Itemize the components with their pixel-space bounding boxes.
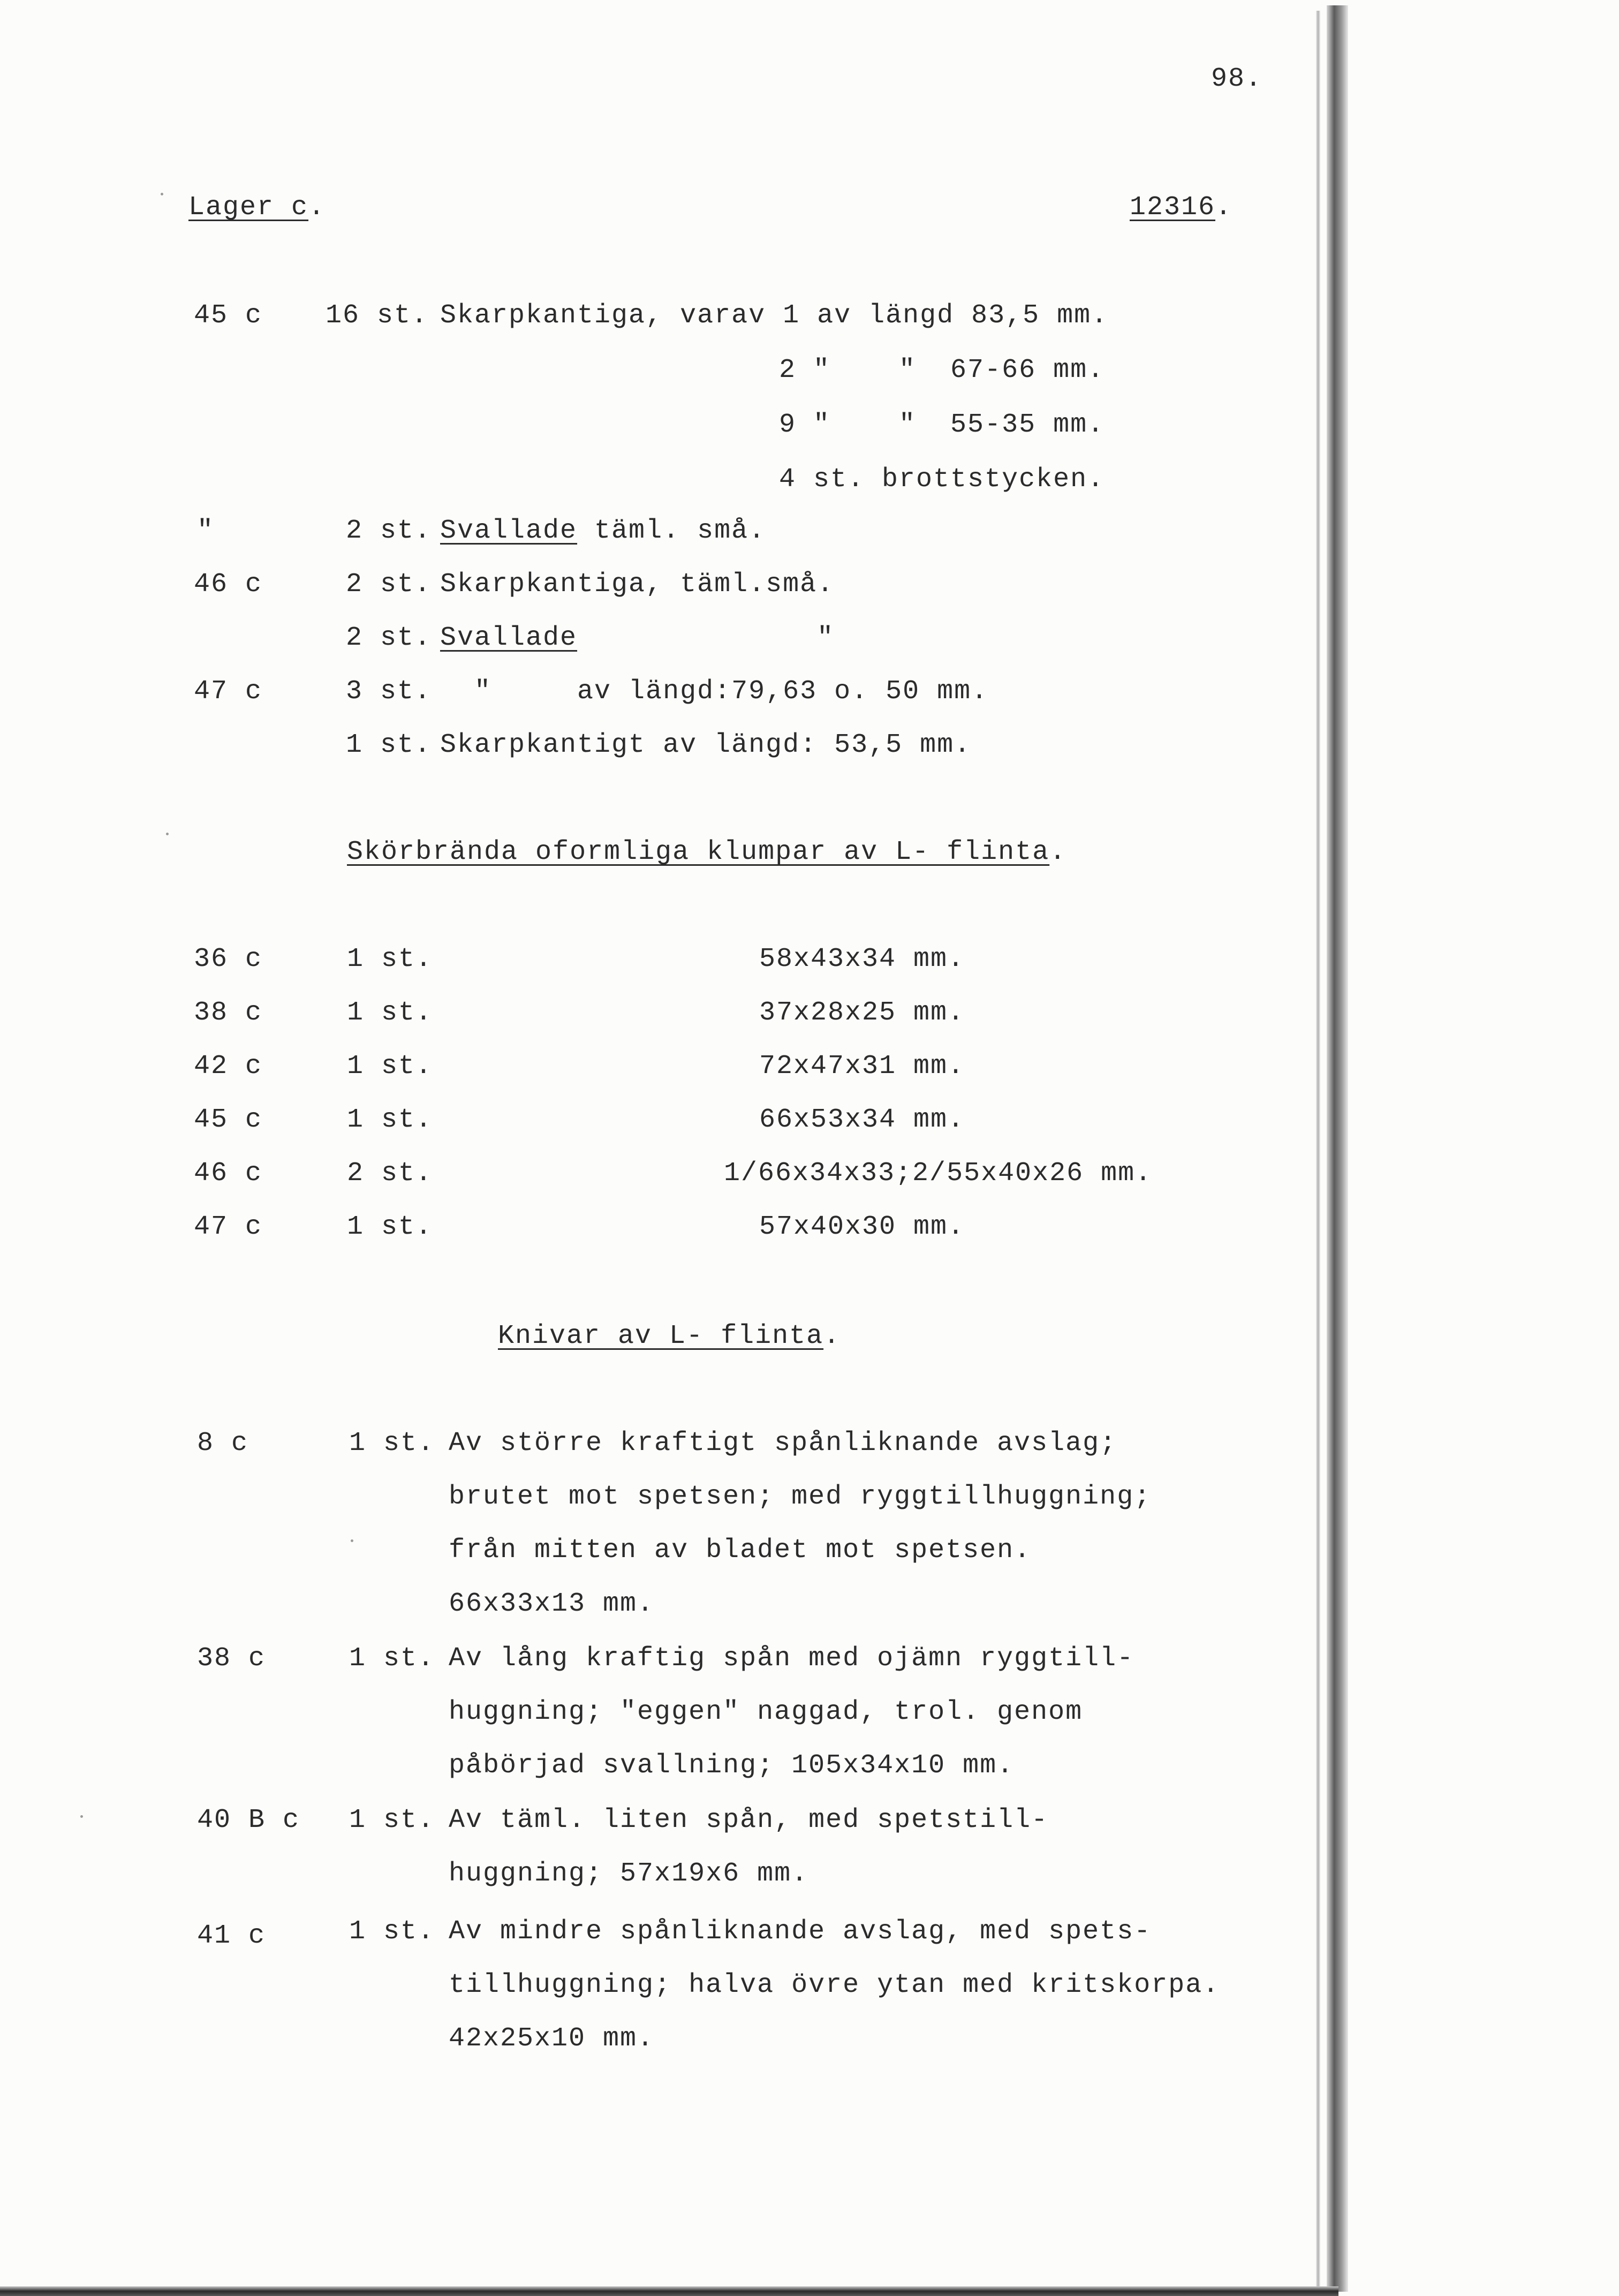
storage-heading-text: Lager c xyxy=(188,192,309,223)
entry-line: brutet mot spetsen; med ryggtillhuggning; xyxy=(449,1482,1152,1512)
row-text-underlined: Svallade xyxy=(440,623,578,653)
row-dims: 58x43x34 mm. xyxy=(759,944,965,975)
entry-code: 41 c xyxy=(197,1921,266,1951)
row-qty: 16 st. xyxy=(326,300,429,331)
row-code: " xyxy=(197,516,215,546)
row-code: 38 c xyxy=(194,998,263,1028)
row-code: 36 c xyxy=(194,944,263,975)
section-title-dot: . xyxy=(1049,837,1067,867)
row-code: 46 c xyxy=(194,569,263,600)
paper-speck xyxy=(161,193,163,195)
row-dims: 37x28x25 mm. xyxy=(759,998,965,1028)
catalog-number-text: 12316 xyxy=(1130,192,1216,223)
row-code: 45 c xyxy=(194,1105,263,1135)
storage-heading-dot: . xyxy=(308,192,326,223)
paper-speck xyxy=(166,833,169,835)
row-text: " av längd:79,63 o. 50 mm. xyxy=(440,676,989,707)
row-text-rest: " xyxy=(577,623,835,653)
entry-line: 42x25x10 mm. xyxy=(449,2023,655,2054)
entry-line: Av mindre spånliknande avslag, med spets- xyxy=(449,1916,1152,1947)
entry-line: 66x33x13 mm. xyxy=(449,1589,655,1619)
row-qty: 1 st. xyxy=(347,944,433,975)
entry-line: huggning; 57x19x6 mm. xyxy=(449,1859,809,1889)
section-title-text: Skörbrända oformliga klumpar av L- flinta xyxy=(347,837,1050,867)
row-qty: 2 st. xyxy=(347,1158,433,1189)
entry-code: 38 c xyxy=(197,1643,266,1674)
catalog-number-dot: . xyxy=(1215,192,1233,223)
entry-line: påbörjad svallning; 105x34x10 mm. xyxy=(449,1750,1015,1781)
entry-code: 40 B c xyxy=(197,1805,300,1836)
row-code: 46 c xyxy=(194,1158,263,1189)
section-title-text: Knivar av L- flinta xyxy=(498,1321,824,1351)
row-code: 47 c xyxy=(194,1212,263,1242)
storage-heading xyxy=(188,192,326,224)
section-title xyxy=(498,1320,841,1353)
row-qty: 1 st. xyxy=(347,1212,433,1242)
row-text: Skarpkantiga, varav 1 av längd 83,5 mm. xyxy=(440,300,1109,331)
entry-qty: 1 st. xyxy=(349,1916,435,1947)
row-text-rest: täml. små. xyxy=(577,516,766,546)
row-text xyxy=(440,515,766,547)
row-dims: 57x40x30 mm. xyxy=(759,1212,965,1242)
catalog-number xyxy=(1130,192,1232,224)
entry-qty: 1 st. xyxy=(349,1805,435,1836)
paper-speck xyxy=(80,1815,83,1818)
row-dims: 66x53x34 mm. xyxy=(759,1105,965,1135)
row-text: Skarpkantiga, täml.små. xyxy=(440,569,835,600)
entry-line: Av lång kraftig spån med ojämn ryggtill- xyxy=(449,1643,1134,1674)
entry-line: från mitten av bladet mot spetsen. xyxy=(449,1535,1032,1566)
page-edge-shadow xyxy=(1316,11,1320,2286)
section-title xyxy=(347,836,1066,868)
bottom-edge xyxy=(0,2286,1338,2296)
row-qty: 2 st. xyxy=(346,623,432,653)
binding-edge xyxy=(1327,5,1348,2292)
entry-line: Av större kraftigt spånliknande avslag; xyxy=(449,1428,1117,1459)
row-qty: 2 st. xyxy=(346,516,432,546)
row-text-underlined: Svallade xyxy=(440,516,578,546)
row-qty: 1 st. xyxy=(347,1105,433,1135)
entry-line: huggning; "eggen" naggad, trol. genom xyxy=(449,1697,1083,1727)
row-text: 4 st. brottstycken. xyxy=(779,464,1105,495)
row-qty: 1 st. xyxy=(347,998,433,1028)
row-text: 9 " " 55-35 mm. xyxy=(779,410,1105,440)
row-text xyxy=(440,622,834,654)
row-qty: 2 st. xyxy=(346,569,432,600)
row-qty: 3 st. xyxy=(346,676,432,707)
row-code: 47 c xyxy=(194,676,263,707)
entry-qty: 1 st. xyxy=(349,1643,435,1674)
page-number: 98. xyxy=(1211,64,1263,94)
entry-line: Av täml. liten spån, med spetstill- xyxy=(449,1805,1049,1836)
row-text: 2 " " 67-66 mm. xyxy=(779,355,1105,386)
entry-code: 8 c xyxy=(197,1428,249,1459)
row-code: 42 c xyxy=(194,1051,263,1082)
entry-line: tillhuggning; halva övre ytan med kritskorpa. xyxy=(449,1970,1220,2000)
row-dims: 1/66x34x33;2/55x40x26 mm. xyxy=(724,1158,1153,1189)
row-qty: 1 st. xyxy=(347,1051,433,1082)
row-text: Skarpkantigt av längd: 53,5 mm. xyxy=(440,730,972,760)
row-code: 45 c xyxy=(194,300,263,331)
paper-speck xyxy=(351,1539,353,1542)
row-dims: 72x47x31 mm. xyxy=(759,1051,965,1082)
section-title-dot: . xyxy=(823,1321,841,1351)
entry-qty: 1 st. xyxy=(349,1428,435,1459)
row-qty: 1 st. xyxy=(346,730,432,760)
